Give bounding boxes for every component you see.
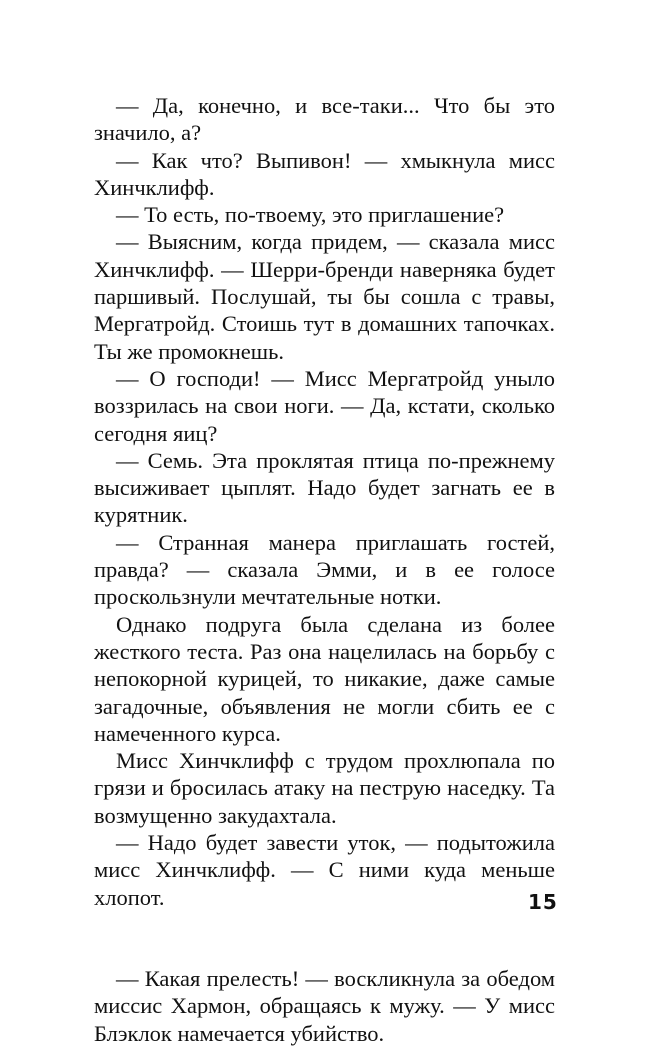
- paragraph: — Надо будет завести уток, — подытожила мисс Хинчклифф. — С ними куда меньше хлопот.: [94, 830, 555, 910]
- paragraph: — О господи! — Мисс Мергатройд уныло воззрилась на свои ноги. — Да, кстати, сколько сегодня яиц?: [94, 365, 555, 446]
- paragraph: — Какая прелесть! — воскликнула за обедом миссис Хармон, обращаясь к мужу. — У мисс Блэклок намечается убийство.: [94, 965, 555, 1046]
- page-body-text: [94, 92, 555, 1047]
- paragraph: — Семь. Эта проклятая птица по-прежнему высиживает цыплят. Надо будет загнать ее в курятник.: [94, 447, 555, 528]
- paragraph: — Да, конечно, и все-таки... Что бы это значило, а?: [94, 93, 555, 146]
- paragraph: — Выясним, когда придем, — сказала мисс Хинчклифф. — Шерри-бренди наверняка будет паршивый. Послушай, ты бы сошла с травы, Мергатройд. Стоишь тут в домашних тапочках. Ты же промокнешь.: [94, 229, 555, 364]
- page-number: 15: [528, 890, 558, 914]
- section-break: [94, 911, 555, 965]
- paragraph: Однако подруга была сделана из более жесткого теста. Раз она нацелилась на борьбу с непокорной курицей, то никакие, даже самые загадочные, объявления не могли сбить ее с намеченного курса.: [94, 611, 555, 746]
- paragraph: Мисс Хинчклифф с трудом прохлюпала по грязи и бросилась атаку на пеструю наседку. Та возмущенно закудахтала.: [94, 748, 555, 828]
- paragraph: — То есть, по-твоему, это приглашение?: [116, 202, 505, 228]
- paragraph: — Как что? Выпивон! — хмыкнула мисс Хинчклифф.: [94, 147, 555, 200]
- paragraph: — Странная манера приглашать гостей, правда? — сказала Эмми, и в ее голосе проскользнули мечтательные нотки.: [94, 529, 555, 610]
